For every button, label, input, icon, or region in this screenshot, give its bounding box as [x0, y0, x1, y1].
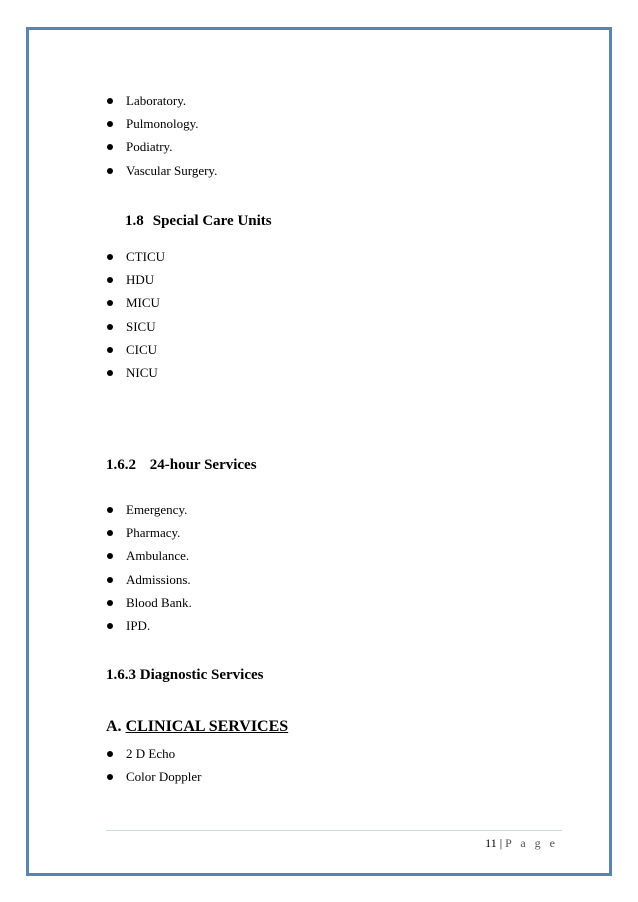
list-item: Pulmonology.	[107, 112, 217, 135]
bullet-icon	[107, 168, 113, 174]
bullet-icon	[107, 623, 113, 629]
bullet-icon	[107, 553, 113, 559]
list-item: Laboratory.	[107, 89, 217, 112]
footer-separator: |	[499, 836, 503, 850]
bullet-icon	[107, 774, 113, 780]
list-item: Vascular Surgery.	[107, 159, 217, 182]
list-item: Color Doppler	[107, 765, 201, 788]
services-list	[107, 89, 217, 182]
list-item: Blood Bank.	[107, 591, 192, 614]
list-item: IPD.	[107, 614, 192, 637]
list-item: MICU	[107, 291, 165, 314]
clinical-services-list	[107, 742, 201, 788]
page-label: P a g e	[505, 836, 558, 850]
list-item: HDU	[107, 268, 165, 291]
list-item: 2 D Echo	[107, 742, 201, 765]
page-number: 11	[485, 836, 497, 850]
bullet-icon	[107, 751, 113, 757]
list-item: CICU	[107, 338, 165, 361]
24-hour-services-list	[107, 498, 192, 637]
special-care-units-list	[107, 245, 165, 384]
bullet-icon	[107, 324, 113, 330]
bullet-icon	[107, 370, 113, 376]
list-item: NICU	[107, 361, 165, 384]
section-heading-24-hour-services: 1.6.2 24-hour Services	[106, 457, 257, 473]
bullet-icon	[107, 254, 113, 260]
section-heading-clinical-services: A. CLINICAL SERVICES	[106, 718, 289, 735]
bullet-icon	[107, 98, 113, 104]
list-item: Podiatry.	[107, 135, 217, 158]
bullet-icon	[107, 577, 113, 583]
list-item: Ambulance.	[107, 544, 192, 567]
section-heading-special-care-units: 1.8 Special Care Units	[125, 213, 272, 229]
bullet-icon	[107, 507, 113, 513]
list-item: Pharmacy.	[107, 521, 192, 544]
section-heading-diagnostic-services: 1.6.3 Diagnostic Services	[106, 667, 264, 683]
bullet-icon	[107, 530, 113, 536]
bullet-icon	[107, 300, 113, 306]
bullet-icon	[107, 144, 113, 150]
list-item: SICU	[107, 315, 165, 338]
list-item: Admissions.	[107, 568, 192, 591]
list-item: CTICU	[107, 245, 165, 268]
bullet-icon	[107, 347, 113, 353]
footer-divider	[106, 830, 562, 831]
bullet-icon	[107, 277, 113, 283]
list-item: Emergency.	[107, 498, 192, 521]
bullet-icon	[107, 600, 113, 606]
page-footer	[485, 836, 558, 851]
bullet-icon	[107, 121, 113, 127]
